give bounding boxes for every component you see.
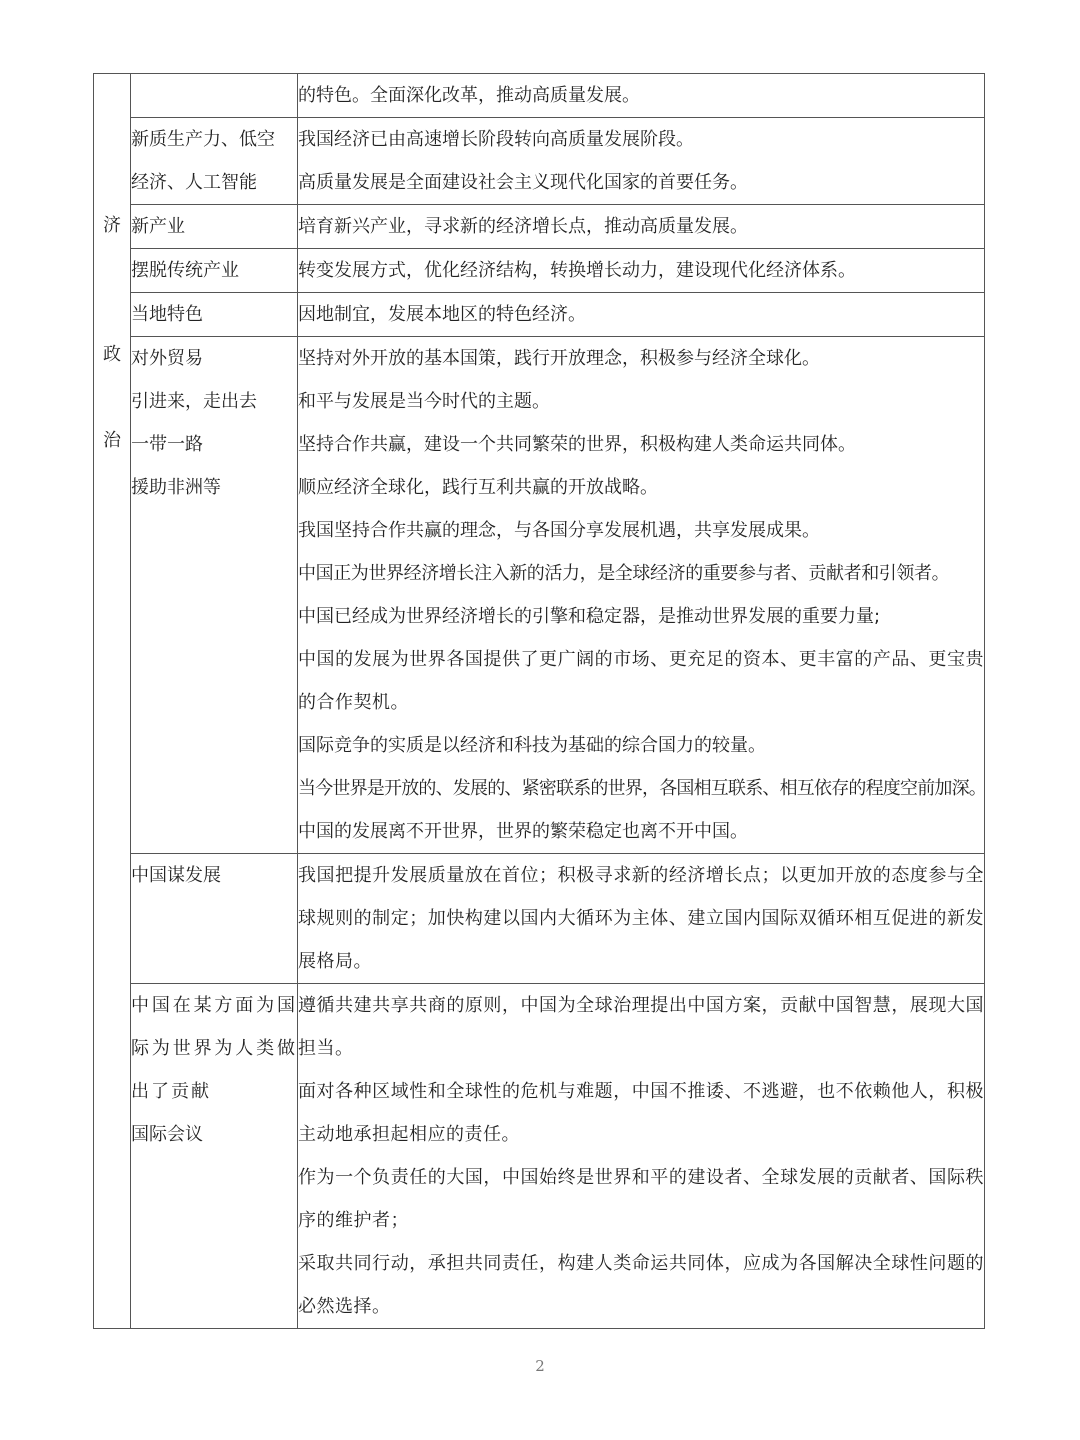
content-line: 的特色。全面深化改革，推动高质量发展。 xyxy=(298,85,640,106)
topic-line: 国际会议 xyxy=(131,1124,203,1145)
topic-cell xyxy=(131,205,298,249)
content-line: 转变发展方式，优化经济结构，转换增长动力，建设现代化经济体系。 xyxy=(298,260,856,281)
table-row xyxy=(94,74,985,118)
content-line: 我国坚持合作共赢的理念，与各国分享发展机遇，共享发展成果。 xyxy=(298,520,820,541)
content-cell xyxy=(298,293,985,337)
table-row xyxy=(94,205,985,249)
content-line: 因地制宜，发展本地区的特色经济。 xyxy=(298,304,586,325)
content-line: 当今世界是开放的、发展的、紧密联系的世界，各国相互联系、相互依存的程度空前加深。 xyxy=(298,778,986,799)
category-char: 治 xyxy=(103,430,121,451)
content-line: 中国的发展离不开世界，世界的繁荣稳定也离不开中国。 xyxy=(298,821,748,842)
topic-line: 一带一路 xyxy=(131,434,203,455)
table-row xyxy=(94,337,985,854)
topic-line: 新质生产力、低空 xyxy=(131,129,275,150)
topic-line: 援助非洲等 xyxy=(131,477,221,498)
content-cell xyxy=(298,854,985,984)
content-line: 中国正为世界经济增长注入新的活力，是全球经济的重要参与者、贡献者和引领者。 xyxy=(298,563,950,584)
category-cell xyxy=(94,74,131,1329)
topic-cell xyxy=(131,337,298,854)
content-cell xyxy=(298,984,985,1329)
content-cell xyxy=(298,118,985,205)
topic-line: 摆脱传统产业 xyxy=(131,260,239,281)
content-line: 中国的发展为世界各国提供了更广阔的市场、更充足的资本、更丰富的产品、更宝贵的合作契机。 xyxy=(298,649,984,713)
topic-line: 当地特色 xyxy=(131,304,203,325)
content-cell xyxy=(298,74,985,118)
table-row xyxy=(94,249,985,293)
content-line: 面对各种区域性和全球性的危机与难题，中国不推诿、不逃避，也不依赖他人，积极主动地承担起相应的责任。 xyxy=(298,1081,984,1145)
content-line: 我国把提升发展质量放在首位；积极寻求新的经济增长点；以更加开放的态度参与全球规则的制定；加快构建以国内大循环为主体、建立国内国际双循环相互促进的新发展格局。 xyxy=(298,865,984,972)
content-line: 顺应经济全球化，践行互利共赢的开放战略。 xyxy=(298,477,658,498)
topic-line: 中国在某方面为国际为世界为人类做出了贡献 xyxy=(131,995,297,1102)
content-line: 高质量发展是全面建设社会主义现代化国家的首要任务。 xyxy=(298,172,748,193)
content-line: 国际竞争的实质是以经济和科技为基础的综合国力的较量。 xyxy=(298,735,766,756)
topic-line: 经济、人工智能 xyxy=(131,172,257,193)
topic-line: 新产业 xyxy=(131,216,185,237)
page-number: 2 xyxy=(535,1357,545,1375)
content-line: 坚持合作共赢，建设一个共同繁荣的世界，积极构建人类命运共同体。 xyxy=(298,434,856,455)
content-cell xyxy=(298,205,985,249)
topic-line: 中国谋发展 xyxy=(131,865,221,886)
category-char: 济 xyxy=(103,215,121,236)
topic-line: 对外贸易 xyxy=(131,348,203,369)
table-row xyxy=(94,118,985,205)
table-row xyxy=(94,854,985,984)
content-line: 我国经济已由高速增长阶段转向高质量发展阶段。 xyxy=(298,129,694,150)
topic-cell xyxy=(131,118,298,205)
topic-cell xyxy=(131,984,298,1329)
content-line: 作为一个负责任的大国，中国始终是世界和平的建设者、全球发展的贡献者、国际秩序的维护者； xyxy=(298,1167,984,1231)
content-table xyxy=(93,73,985,1329)
topic-line: 引进来，走出去 xyxy=(131,391,257,412)
content-line: 坚持对外开放的基本国策，践行开放理念，积极参与经济全球化。 xyxy=(298,348,820,369)
content-line: 和平与发展是当今时代的主题。 xyxy=(298,391,550,412)
table-row xyxy=(94,984,985,1329)
table-row xyxy=(94,293,985,337)
topic-cell xyxy=(131,249,298,293)
category-char: 政 xyxy=(103,344,121,365)
topic-cell xyxy=(131,854,298,984)
topic-cell xyxy=(131,293,298,337)
content-line: 遵循共建共享共商的原则，中国为全球治理提出中国方案，贡献中国智慧，展现大国担当。 xyxy=(298,995,984,1059)
content-cell xyxy=(298,337,985,854)
topic-cell xyxy=(131,74,298,118)
content-line: 中国已经成为世界经济增长的引擎和稳定器，是推动世界发展的重要力量; xyxy=(298,606,881,627)
content-line: 采取共同行动，承担共同责任，构建人类命运共同体，应成为各国解决全球性问题的必然选择。 xyxy=(298,1253,984,1317)
content-line: 培育新兴产业，寻求新的经济增长点，推动高质量发展。 xyxy=(298,216,748,237)
content-cell xyxy=(298,249,985,293)
